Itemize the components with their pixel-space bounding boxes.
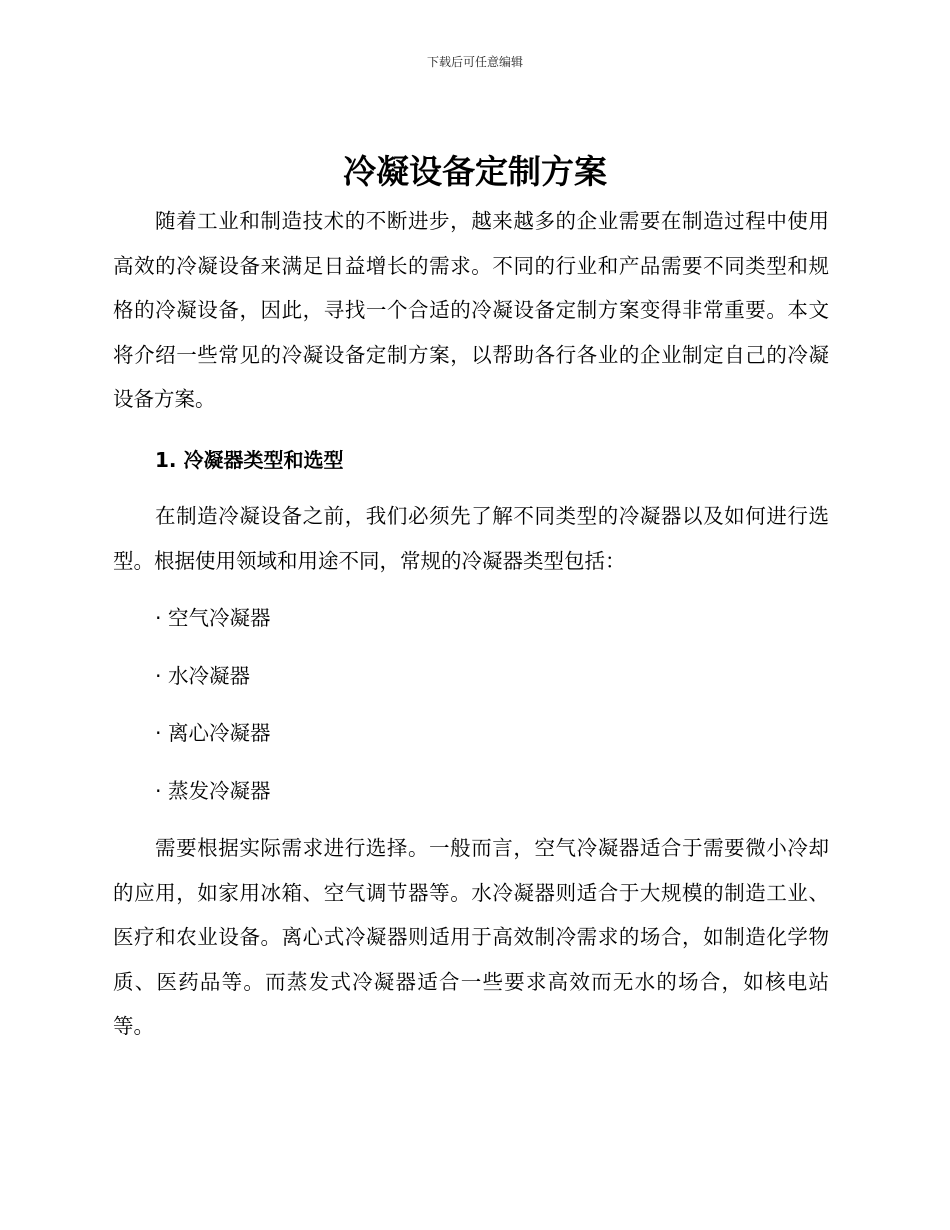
intro-paragraph: 随着工业和制造技术的不断进步，越来越多的企业需要在制造过程中使用高效的冷凝设备来满足日益增长的需求。不同的行业和产品需要不同类型和规格的冷凝设备，因此，寻找一个合适的冷凝设备定制方案变得非常重要。本文将介绍一些常见的冷凝设备定制方案，以帮助各行各业的企业制定自己的冷凝设备方案。 xyxy=(113,209,829,412)
list-item: · 空气冷凝器 xyxy=(155,606,271,630)
page-header-note: 下载后可任意编辑 xyxy=(426,55,523,69)
document-title: 冷凝设备定制方案 xyxy=(343,152,607,191)
selection-summary-paragraph: 需要根据实际需求进行选择。一般而言，空气冷凝器适合于需要微小冷却的应用，如家用冰箱、空气调节器等。水冷凝器则适合于大规模的制造工业、医疗和农业设备。离心式冷凝器则适用于高效制冷需求的场合，如制造化学物质、医药品等。而蒸发式冷凝器适合一些要求高效而无水的场合，如核电站等。 xyxy=(113,836,829,1039)
section-heading-condenser-types: 1. 冷凝器类型和选型 xyxy=(155,448,344,472)
list-item: · 离心冷凝器 xyxy=(155,721,271,745)
section-body-paragraph: 在制造冷凝设备之前，我们必须先了解不同类型的冷凝器以及如何进行选型。根据使用领域和用途不同，常规的冷凝器类型包括： xyxy=(113,504,829,573)
condenser-type-list xyxy=(155,596,271,826)
list-item: · 蒸发冷凝器 xyxy=(155,778,271,803)
list-item: · 水冷凝器 xyxy=(155,663,251,688)
